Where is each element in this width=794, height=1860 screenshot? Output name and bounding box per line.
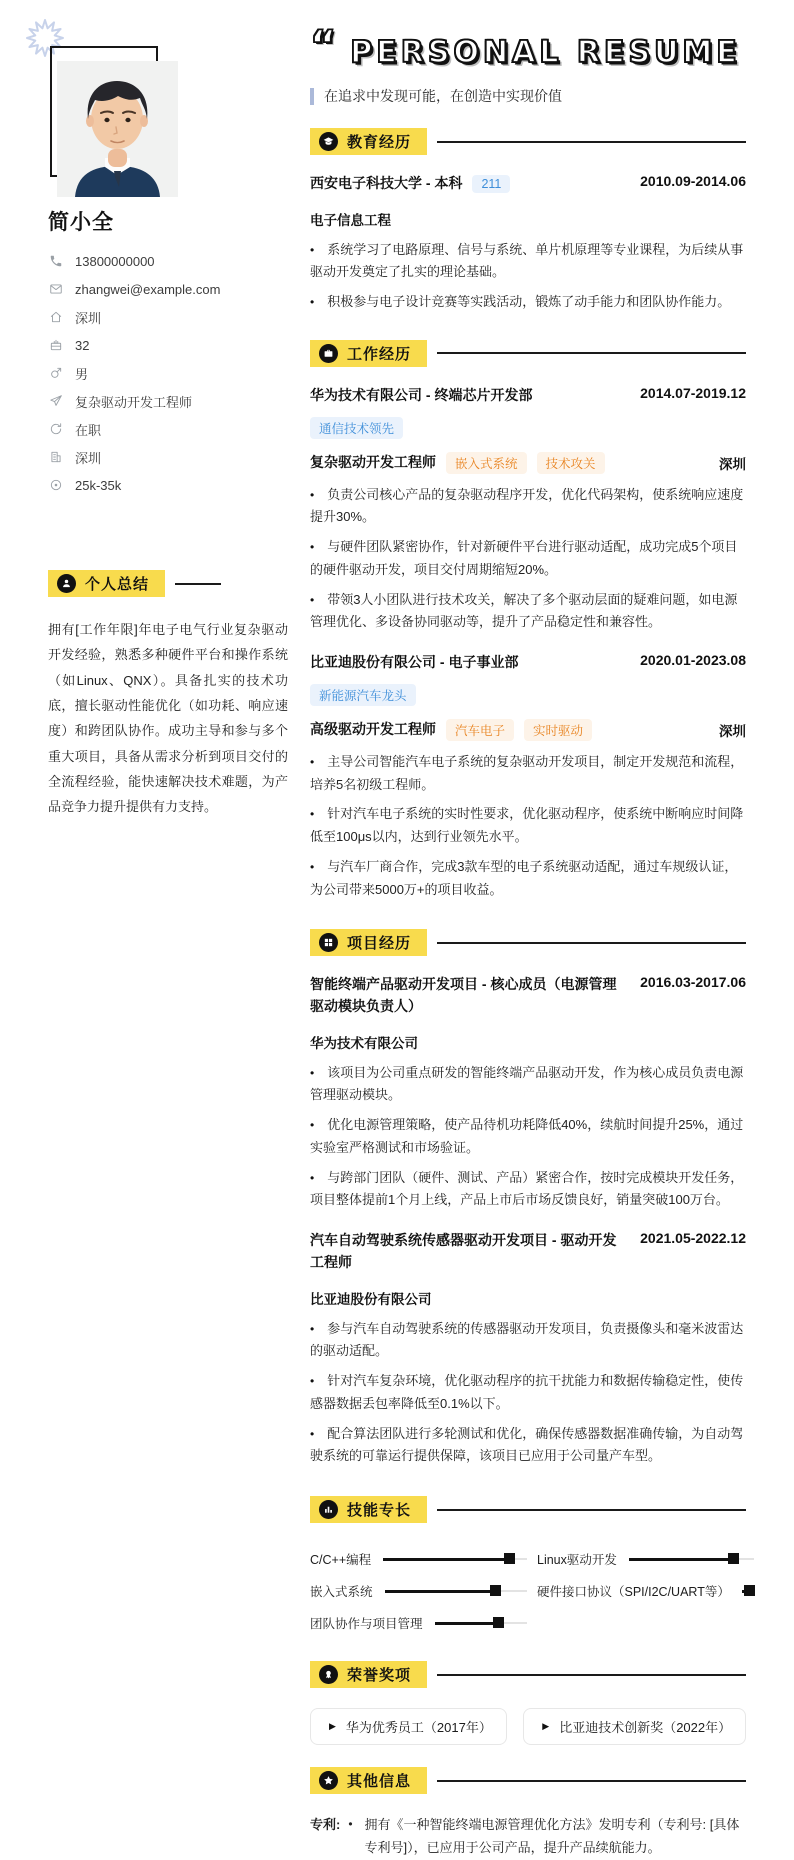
contact-age-value: 32 (75, 337, 90, 353)
contact-home (48, 303, 288, 331)
skill-label: 团队协作与项目管理 (310, 1617, 423, 1632)
job-location: 深圳 (719, 456, 746, 472)
job-bullet: • 主导公司智能汽车电子系统的复杂驱动开发项目，制定开发规范和流程，培养5名初级工程师。 (310, 751, 746, 797)
slider-handle[interactable] (504, 1553, 515, 1564)
contact-phone (48, 247, 288, 275)
role-badge: 汽车电子 (446, 719, 514, 741)
job-bullet: • 与汽车厂商合作，完成3款车型的电子系统驱动适配，通过车规级认证，为公司带来5000万+的项目收益。 (310, 856, 746, 902)
contact-email-value: zhangwei@example.com (75, 281, 221, 297)
other-info-section (310, 1767, 746, 1860)
work-section-badge (310, 340, 427, 367)
page-title-row (310, 23, 746, 74)
education-section-badge (310, 128, 427, 155)
contact-status (48, 415, 288, 443)
play-triangle-icon: ▶ (542, 1721, 550, 1732)
contact-home-value: 深圳 (75, 310, 102, 326)
project-name: 智能终端产品驱动开发项目 - 核心成员（电源管理驱动模块负责人） (310, 976, 617, 1014)
contact-status-value: 在职 (75, 422, 102, 438)
skill-slider[interactable] (383, 1553, 527, 1565)
job-role: 复杂驱动开发工程师 (310, 453, 436, 470)
company-name: 华为技术有限公司 - 终端芯片开发部 (310, 386, 533, 403)
profile-photo (57, 61, 178, 197)
contact-salary (48, 471, 288, 499)
project-date: 2021.05-2022.12 (640, 1230, 746, 1247)
contact-gender (48, 359, 288, 387)
summary-section-badge (48, 570, 165, 597)
job-bullet: • 带领3人小团队进行技术攻关，解决了多个驱动层面的疑难问题，如电源管理优化、多设备协同驱动等，提升了产品稳定性和兼容性。 (310, 589, 746, 635)
skill-item (310, 1543, 527, 1575)
company-badge: 新能源汽车龙头 (310, 684, 416, 706)
work-section (310, 340, 746, 901)
page-title: PERSONAL RESUME (350, 35, 741, 70)
main-column (310, 23, 746, 1860)
skills-section-title: 技能专长 (347, 1502, 412, 1520)
projects-section (310, 929, 746, 1468)
company-name: 比亚迪股份有限公司 - 电子事业部 (310, 654, 519, 671)
city-building-icon (48, 450, 63, 465)
contact-gender-value: 男 (75, 366, 89, 382)
position-paper-plane-icon (48, 394, 63, 409)
job-entry (310, 385, 746, 634)
skill-slider[interactable] (435, 1617, 527, 1629)
skill-slider[interactable] (629, 1553, 754, 1565)
other-section-title: 其他信息 (347, 1773, 412, 1791)
honor-label: 华为优秀员工（2017年） (345, 1720, 492, 1736)
patent-text: 拥有《一种智能终端电源管理优化方法》发明专利（专利号: [具体专利号]），已应用于公司产品，提升产品续航能力。 (364, 1817, 740, 1855)
bar-chart-icon (319, 1500, 338, 1519)
job-bullet: • 负责公司核心产品的复杂驱动程序开发，优化代码架构，使系统响应速度提升30%。 (310, 484, 746, 530)
section-divider (437, 141, 746, 143)
patent-row (310, 1814, 746, 1860)
honor-pill[interactable] (523, 1708, 746, 1745)
section-divider (437, 352, 746, 354)
school-name: 西安电子科技大学 - 本科 (310, 175, 463, 191)
section-divider (437, 942, 746, 944)
education-section (310, 128, 746, 314)
school-211-badge: 211 (472, 175, 510, 193)
salary-target-icon (48, 478, 63, 493)
skill-label: 嵌入式系统 (310, 1585, 373, 1600)
honors-section-badge (310, 1661, 427, 1688)
major-name: 电子信息工程 (310, 212, 391, 228)
section-divider (437, 1674, 746, 1676)
education-bullet: • 积极参与电子设计竞赛等实践活动，锻炼了动手能力和团队协作能力。 (310, 291, 746, 314)
contact-position (48, 387, 288, 415)
project-date: 2016.03-2017.06 (640, 974, 746, 991)
slider-handle[interactable] (493, 1617, 504, 1628)
projects-section-badge (310, 929, 427, 956)
other-section-badge (310, 1767, 427, 1794)
phone-icon (48, 254, 63, 269)
education-date: 2010.09-2014.06 (640, 173, 746, 189)
skill-label: Linux驱动开发 (537, 1553, 617, 1568)
summary-section-title: 个人总结 (85, 576, 150, 593)
slider-handle[interactable] (744, 1585, 755, 1596)
skill-slider[interactable] (385, 1585, 527, 1597)
slider-handle[interactable] (490, 1585, 501, 1596)
skill-item (310, 1575, 527, 1607)
motto-accent-bar (310, 88, 314, 105)
role-badge: 实时驱动 (524, 719, 592, 741)
job-entry (310, 652, 746, 901)
job-bullet: • 针对汽车电子系统的实时性要求，优化驱动程序，使系统中断响应时间降低至100μs以内，达到行业领先水平。 (310, 803, 746, 849)
role-badge: 技术攻关 (537, 452, 605, 474)
section-divider (175, 583, 221, 585)
honors-section-title: 荣誉奖项 (347, 1667, 412, 1685)
personal-summary-section (48, 570, 288, 820)
job-date: 2014.07-2019.12 (640, 384, 746, 401)
honor-label: 比亚迪技术创新奖（2022年） (559, 1720, 732, 1736)
contact-age (48, 331, 288, 359)
skill-slider[interactable] (742, 1585, 754, 1597)
project-bullet: • 配合算法团队进行多轮测试和优化，确保传感器数据准确传输，为自动驾驶系统的可靠运行提供保障，该项目已应用于公司量产车型。 (310, 1423, 746, 1469)
contact-email (48, 275, 288, 303)
section-divider (437, 1780, 746, 1782)
email-icon (48, 282, 63, 297)
person-icon (57, 574, 76, 593)
skills-section (310, 1496, 746, 1639)
job-location: 深圳 (719, 723, 746, 739)
candidate-name: 简小全 (48, 211, 114, 234)
project-company: 华为技术有限公司 (310, 1035, 418, 1051)
work-section-title: 工作经历 (347, 345, 412, 363)
briefcase-icon (319, 344, 338, 363)
skill-label: C/C++编程 (310, 1553, 372, 1568)
skill-label: 硬件接口协议（SPI/I2C/UART等） (537, 1585, 730, 1600)
star-icon (319, 1771, 338, 1790)
home-icon (48, 310, 63, 325)
gender-icon (48, 366, 63, 381)
motto-text: 在追求中发现可能，在创造中实现价值 (324, 88, 562, 104)
project-company: 比亚迪股份有限公司 (310, 1291, 432, 1307)
project-entry (310, 1230, 746, 1468)
contact-city (48, 443, 288, 471)
project-bullet: • 参与汽车自动驾驶系统的传感器驱动开发项目，负责摄像头和毫米波雷达的驱动适配。 (310, 1318, 746, 1364)
project-bullet: • 该项目为公司重点研发的智能终端产品驱动开发，作为核心成员负责电源管理驱动模块。 (310, 1062, 746, 1108)
project-bullet: • 与跨部门团队（硬件、测试、产品）紧密合作，按时完成模块开发任务，项目整体提前1个月上线，产品上市后市场反馈良好，销量突破100万台。 (310, 1167, 746, 1213)
honor-pill[interactable] (310, 1708, 507, 1745)
contact-position-value: 复杂驱动开发工程师 (75, 394, 193, 410)
graduation-cap-icon (319, 132, 338, 151)
summary-text: 拥有[工作年限]年电子电气行业复杂驱动开发经验，熟悉多种硬件平台和操作系统（如Linux、QNX）。具备扎实的技术功底，擅长驱动性能优化（如功耗、响应速度）和跨团队协作。成功主导和参与多个重大项目，具备从需求分析到项目交付的全流程经验，能快速解决技术难题，为产品竞争力提升提供有力支持。 (48, 622, 288, 815)
skills-section-badge (310, 1496, 427, 1523)
age-icon (48, 338, 63, 353)
grid-icon (319, 933, 338, 952)
section-divider (437, 1509, 746, 1511)
medal-icon (319, 1665, 338, 1684)
education-bullet: • 系统学习了电路原理、信号与系统、单片机原理等专业课程，为后续从事驱动开发奠定了扎实的理论基础。 (310, 239, 746, 285)
status-refresh-icon (48, 422, 63, 437)
project-bullet: • 优化电源管理策略，使产品待机功耗降低40%，续航时间提升25%，通过实验室严格测试和市场验证。 (310, 1114, 746, 1160)
contact-phone-value: 13800000000 (75, 253, 155, 269)
company-badge: 通信技术领先 (310, 417, 403, 439)
contact-salary-value: 25k-35k (75, 477, 122, 493)
job-role: 高级驱动开发工程师 (310, 720, 436, 737)
project-bullet: • 针对汽车复杂环境，优化驱动程序的抗干扰能力和数据传输稳定性，使传感器数据丢包率降低至0.1%以下。 (310, 1370, 746, 1416)
play-triangle-icon: ▶ (329, 1721, 336, 1732)
patent-label: 专利: (310, 1817, 341, 1833)
job-bullet: • 与硬件团队紧密协作，针对新硬件平台进行驱动适配，成功完成5个项目的硬件驱动开发，项目交付周期缩短20%。 (310, 536, 746, 582)
skill-item (537, 1543, 754, 1575)
contact-list (48, 247, 288, 499)
motto-row (310, 86, 746, 106)
project-entry (310, 974, 746, 1212)
slider-handle[interactable] (728, 1553, 739, 1564)
contact-city-value: 深圳 (75, 450, 102, 466)
bullet-dot: • (348, 1817, 353, 1832)
project-name: 汽车自动驾驶系统传感器驱动开发项目 - 驱动开发工程师 (310, 1232, 617, 1270)
education-section-title: 教育经历 (347, 134, 412, 151)
quote-mark: “ (310, 23, 337, 69)
skill-item (310, 1607, 527, 1639)
job-date: 2020.01-2023.08 (640, 652, 746, 669)
honors-section (310, 1661, 746, 1745)
projects-section-title: 项目经历 (347, 935, 412, 953)
role-badge: 嵌入式系统 (446, 452, 527, 474)
skill-item (537, 1575, 754, 1607)
